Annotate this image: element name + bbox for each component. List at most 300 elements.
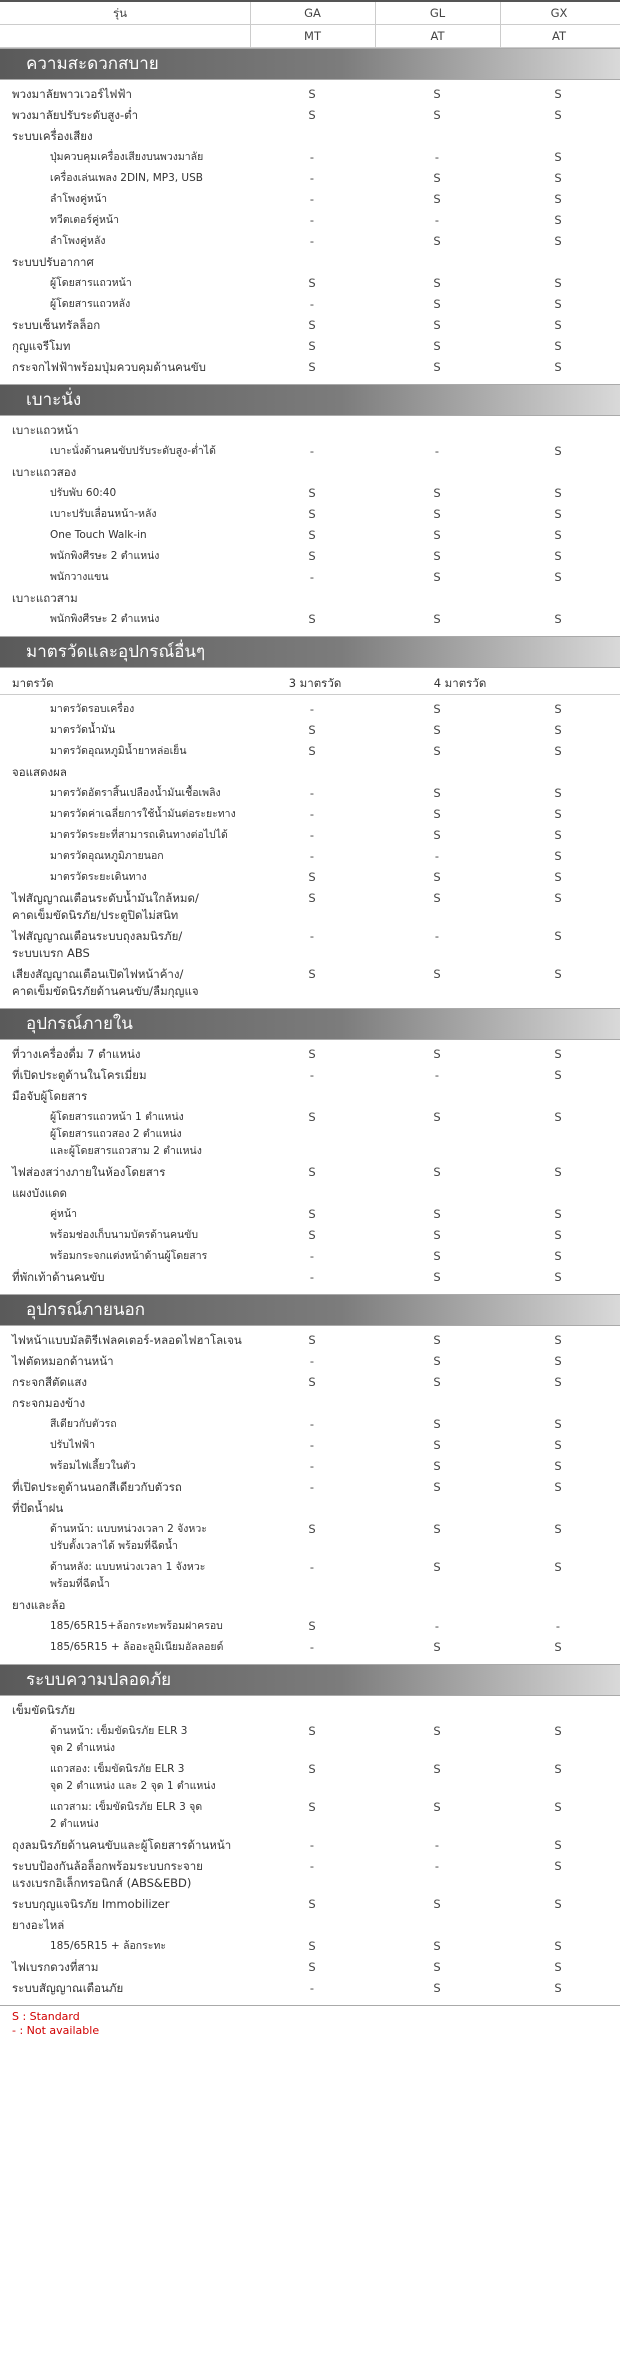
spec-row [0,1700,620,1721]
spec-value-gx: S [554,1522,562,1536]
spec-label: ผู้โดยสารแถวหลัง [50,298,131,310]
spec-value-ga: S [308,1619,316,1633]
spec-value-gx: S [554,1375,562,1389]
spec-value-gx: S [554,192,562,206]
spec-value-ga: - [309,1417,315,1431]
spec-value-gx: S [554,1228,562,1242]
spec-label: กุญแจรีโมท [12,339,71,353]
spec-label: ไฟสัญญาณเตือนระบบถุงลมนิรภัย/ ระบบเบรก ABS [12,929,183,960]
spec-value-ga: S [308,870,316,884]
spec-value-ga: - [309,444,315,458]
spec-value-gl: S [433,1228,441,1242]
spec-value-gl: S [433,87,441,101]
table-header [0,2,620,48]
section-rows [0,1040,620,1294]
spec-value-ga: - [309,1459,315,1473]
spec-value-gl: S [433,807,441,821]
spec-row [0,1351,620,1372]
spec-value-gl: S [433,318,441,332]
spec-value-ga: - [309,1249,315,1263]
spec-label: ปุ่มควบคุมเครื่องเสียงบนพวงมาลัย [50,151,204,163]
transmission-row [0,25,620,48]
spec-value-gx: S [554,318,562,332]
spec-row [0,1107,620,1162]
trans-gx: AT [552,29,566,43]
section-rows [0,1326,620,1664]
spec-value-gx: S [554,444,562,458]
spec-value-gx: S [554,1047,562,1061]
spec-label: ลำโพงคู่หลัง [50,235,106,247]
spec-label: ถุงลมนิรภัยด้านคนขับและผู้โดยสารด้านหน้า [12,1838,232,1852]
spec-value-ga: S [308,1960,316,1974]
spec-value-gx: - [555,1619,561,1633]
spec-row [0,720,620,741]
spec-value-gx: S [554,1354,562,1368]
spec-label: จอแสดงผล [12,765,67,779]
spec-value-ga: S [308,1207,316,1221]
spec-value-gx: S [554,297,562,311]
spec-value-gx: S [554,1438,562,1452]
spec-value-ga: - [309,570,315,584]
spec-label: ไฟเบรกดวงที่สาม [12,1960,99,1974]
spec-value-gx: S [554,1459,562,1473]
meter-label: มาตรวัด [12,676,54,690]
spec-value-ga: - [309,702,315,716]
spec-value-gl: S [433,1047,441,1061]
spec-value-ga: S [308,360,316,374]
spec-value-gl: S [433,1165,441,1179]
spec-label: 185/65R15 + ล้อกระทะ [50,1940,167,1952]
spec-value-ga: S [308,339,316,353]
spec-value-gl: S [433,1333,441,1347]
spec-value-ga: - [309,807,315,821]
spec-value-gl: S [433,1375,441,1389]
spec-value-ga: S [308,1047,316,1061]
spec-value-ga: S [308,486,316,500]
spec-value-gl: - [434,849,440,863]
spec-value-gx: S [554,828,562,842]
spec-value-ga: - [309,1480,315,1494]
spec-value-ga: S [308,87,316,101]
spec-value-gx: S [554,1897,562,1911]
legend [0,2010,620,2038]
spec-label: ระบบป้องกันล้อล็อกพร้อมระบบกระจาย แรงเบรกอิเล็กทรอนิกส์ (ABS&EBD) [12,1859,203,1890]
spec-value-ga: S [308,723,316,737]
spec-value-gx: S [554,1417,562,1431]
spec-value-ga: - [309,213,315,227]
spec-label: พร้อมช่องเก็บนามบัตรด้านคนขับ [50,1229,199,1241]
spec-value-gl: S [433,192,441,206]
spec-value-ga: - [309,192,315,206]
model-gx: GX [550,6,568,20]
spec-value-gx: S [554,723,562,737]
spec-value-ga: S [308,1724,316,1738]
spec-value-gx: S [554,849,562,863]
spec-value-gx: S [554,1939,562,1953]
section-rows [0,695,620,1008]
model-header-label: รุ่น [112,6,128,20]
spec-label: ลำโพงคู่หน้า [50,193,108,205]
spec-label: มือจับผู้โดยสาร [12,1089,88,1103]
meter-count-ga: 3 มาตรวัด [288,676,342,690]
model-row [0,2,620,25]
spec-label: มาตรวัดอุณหภูมิน้ำยาหล่อเย็น [50,745,187,757]
spec-row [0,168,620,189]
spec-label: กระจกมองข้าง [12,1396,86,1410]
spec-value-ga: S [308,1110,316,1124]
spec-row [0,294,620,315]
spec-label: ที่ปัดน้ำฝน [12,1501,64,1515]
spec-row [0,741,620,762]
spec-row [0,147,620,168]
spec-label: เบาะนั่งด้านคนขับปรับระดับสูง-ต่ำได้ [50,445,216,457]
spec-value-gx: S [554,807,562,821]
spec-value-ga: - [309,1438,315,1452]
spec-label: 185/65R15 + ล้ออะลูมิเนียมอัลลอยด์ [50,1641,224,1653]
spec-value-gx: S [554,213,562,227]
spec-row [0,825,620,846]
spec-label: มาตรวัดน้ำมัน [50,724,116,736]
spec-value-gl: S [433,1354,441,1368]
spec-label: เบาะแถวสาม [12,591,78,605]
spec-row [0,1183,620,1204]
spec-label: พร้อมกระจกแต่งหน้าด้านผู้โดยสาร [50,1250,208,1262]
spec-row [0,1414,620,1435]
spec-value-ga: - [309,1838,315,1852]
spec-value-gl: S [433,1270,441,1284]
spec-row [0,525,620,546]
spec-row [0,699,620,720]
spec-label: ยางและล้อ [12,1598,66,1612]
spec-value-gl: S [433,549,441,563]
spec-value-ga: - [309,849,315,863]
trans-gl: AT [430,29,445,43]
spec-value-gx: S [554,276,562,290]
spec-label: ทวีตเตอร์คู่หน้า [50,214,120,226]
spec-value-gx: S [554,870,562,884]
spec-label: ผู้โดยสารแถวหน้า [50,277,132,289]
spec-row [0,1936,620,1957]
spec-row [0,1044,620,1065]
spec-value-ga: - [309,828,315,842]
spec-row [0,846,620,867]
spec-row [0,1086,620,1107]
spec-label: ด้านหน้า: เข็มขัดนิรภัย ELR 3 จุด 2 ตำแหน่ง [50,1725,188,1754]
spec-row [0,231,620,252]
spec-value-gx: S [554,339,562,353]
spec-value-gl: - [434,444,440,458]
spec-value-ga: - [309,234,315,248]
spec-row [0,1225,620,1246]
spec-value-gl: S [433,486,441,500]
spec-value-ga: - [309,297,315,311]
spec-label: พวงมาลัยปรับระดับสูง-ต่ำ [12,108,139,122]
spec-label: เบาะแถวหน้า [12,423,79,437]
legend-not-available: - : Not available [12,2024,100,2037]
spec-row [0,84,620,105]
table-bottom-border [0,2005,620,2006]
spec-value-gl: S [433,1459,441,1473]
spec-value-gx: S [554,1068,562,1082]
spec-label: พนักพิงศีรษะ 2 ตำแหน่ง [50,613,160,625]
spec-label: ด้านหลัง: แบบหน่วงเวลา 1 จังหวะ พร้อมที่ฉีดน้ำ [50,1561,206,1590]
spec-value-ga: - [309,1981,315,1995]
section-header: ความสะดวกสบาย [0,48,620,80]
spec-label: ที่เปิดประตูด้านในโครเมี่ยม [12,1068,147,1082]
spec-row [0,1456,620,1477]
spec-value-gl: S [433,1207,441,1221]
spec-value-ga: S [308,276,316,290]
spec-value-ga: S [308,318,316,332]
model-ga: GA [304,6,321,20]
spec-value-gl: S [433,1897,441,1911]
spec-label: ไฟตัดหมอกด้านหน้า [12,1354,114,1368]
spec-value-gl: - [434,929,440,943]
spec-value-gl: S [433,1939,441,1953]
spec-row [0,867,620,888]
spec-label: 185/65R15+ล้อกระทะพร้อมฝาครอบ [50,1620,223,1632]
spec-row [0,1721,620,1759]
spec-value-gl: S [433,1438,441,1452]
spec-row [0,420,620,441]
section-rows [0,80,620,384]
spec-label: ปรับไฟฟ้า [50,1439,96,1451]
spec-value-gl: S [433,828,441,842]
spec-label: มาตรวัดระยะเดินทาง [50,871,147,883]
spec-value-gx: S [554,786,562,800]
spec-value-gx: S [554,702,562,716]
spec-value-ga: S [308,528,316,542]
spec-value-gx: S [554,891,562,905]
spec-value-gl: S [433,786,441,800]
spec-value-gx: S [554,1207,562,1221]
spec-label: เบาะแถวสอง [12,465,77,479]
spec-row [0,504,620,525]
spec-value-gl: - [434,150,440,164]
spec-value-gx: S [554,1560,562,1574]
spec-value-gx: S [554,549,562,563]
spec-label: เครื่องเล่นเพลง 2DIN, MP3, USB [50,172,203,184]
spec-value-ga: S [308,549,316,563]
meter-count-row [0,672,620,695]
spec-row [0,609,620,630]
spec-value-gl: S [433,870,441,884]
spec-value-gl: S [433,723,441,737]
spec-row [0,588,620,609]
spec-value-ga: S [308,967,316,981]
spec-row [0,888,620,926]
spec-value-ga: S [308,1165,316,1179]
spec-value-gl: S [433,1480,441,1494]
spec-value-ga: - [309,1640,315,1654]
spec-value-gx: S [554,967,562,981]
spec-row [0,1372,620,1393]
spec-row [0,273,620,294]
spec-label: พนักพิงศีรษะ 2 ตำแหน่ง [50,550,160,562]
spec-value-gl: S [433,1762,441,1776]
spec-label: แถวสอง: เข็มขัดนิรภัย ELR 3 จุด 2 ตำแหน่ง และ 2 จุด 1 ตำแหน่ง [50,1763,216,1792]
spec-value-gl: S [433,967,441,981]
spec-row [0,762,620,783]
spec-value-ga: - [309,1560,315,1574]
spec-value-gx: S [554,234,562,248]
spec-value-gx: S [554,486,562,500]
spec-row [0,1637,620,1658]
spec-label: พร้อมไฟเลี้ยวในตัว [50,1460,136,1472]
spec-row [0,1616,620,1637]
spec-row [0,357,620,378]
spec-value-gx: S [554,528,562,542]
spec-value-gx: S [554,1640,562,1654]
spec-label: ที่วางเครื่องดื่ม 7 ตำแหน่ง [12,1047,141,1061]
spec-row [0,105,620,126]
spec-row [0,1477,620,1498]
spec-value-gl: S [433,171,441,185]
spec-label: มาตรวัดอุณหภูมิภายนอก [50,850,164,862]
spec-row [0,1498,620,1519]
spec-row [0,441,620,462]
spec-label: พวงมาลัยพาวเวอร์ไฟฟ้า [12,87,132,101]
spec-row [0,315,620,336]
spec-value-gx: S [554,108,562,122]
spec-label: มาตรวัดอัตราสิ้นเปลืองน้ำมันเชื้อเพลิง [50,787,221,799]
spec-value-gx: S [554,1724,562,1738]
spec-value-gx: S [554,929,562,943]
spec-value-gx: S [554,87,562,101]
spec-value-ga: S [308,1333,316,1347]
spec-label: กระจกไฟฟ้าพร้อมปุ่มควบคุมด้านคนขับ [12,360,206,374]
spec-value-gl: S [433,1560,441,1574]
spec-value-gx: S [554,1249,562,1263]
spec-value-gl: S [433,108,441,122]
spec-label: ที่พักเท้าด้านคนขับ [12,1270,105,1284]
spec-label: ผู้โดยสารแถวหน้า 1 ตำแหน่ง ผู้โดยสารแถวสอง 2 ตำแหน่ง และผู้โดยสารแถวสาม 2 ตำแหน่ง [50,1111,202,1157]
spec-label: ที่เปิดประตูด้านนอกสีเดียวกับตัวรถ [12,1480,182,1494]
spec-value-gl: S [433,702,441,716]
spec-row [0,1204,620,1225]
spec-row [0,189,620,210]
spec-row [0,1595,620,1616]
spec-value-gx: S [554,744,562,758]
spec-row [0,1065,620,1086]
spec-value-gl: S [433,360,441,374]
spec-value-gx: S [554,1333,562,1347]
spec-row [0,483,620,504]
spec-value-gx: S [554,1270,562,1284]
spec-label: มาตรวัดค่าเฉลี่ยการใช้น้ำมันต่อระยะทาง [50,808,236,820]
spec-row [0,1978,620,1999]
spec-row [0,964,620,1002]
spec-value-ga: S [308,1762,316,1776]
spec-value-gx: S [554,612,562,626]
spec-row [0,1393,620,1414]
spec-value-gl: - [434,213,440,227]
model-gl: GL [429,6,446,20]
spec-row [0,1894,620,1915]
spec-value-gx: S [554,150,562,164]
spec-row [0,1957,620,1978]
spec-row [0,126,620,147]
spec-value-ga: S [308,1375,316,1389]
spec-value-gx: S [554,1110,562,1124]
spec-label: เสียงสัญญาณเตือนเปิดไฟหน้าค้าง/ คาดเข็มขัดนิรภัยด้านคนขับ/ลืมกุญแจ [12,967,199,998]
spec-value-gl: S [433,276,441,290]
spec-value-gl: S [433,297,441,311]
spec-value-gx: S [554,171,562,185]
spec-value-gl: S [433,1417,441,1431]
spec-value-gx: S [554,360,562,374]
spec-row [0,462,620,483]
meter-count-gl-gx: 4 มาตรวัด [433,676,487,690]
spec-label: ยางอะไหล่ [12,1918,65,1932]
spec-value-gl: S [433,528,441,542]
spec-value-ga: - [309,171,315,185]
spec-label: แผงบังแดด [12,1186,68,1200]
spec-label: ระบบกุญแจนิรภัย Immobilizer [12,1897,170,1911]
spec-value-gl: - [434,1068,440,1082]
section-rows [0,416,620,636]
spec-row [0,783,620,804]
spec-value-gl: S [433,1249,441,1263]
spec-value-ga: - [309,1354,315,1368]
spec-row [0,1856,620,1894]
spec-value-gl: S [433,339,441,353]
spec-row [0,1330,620,1351]
spec-sections [0,48,620,2005]
spec-value-gl: S [433,1724,441,1738]
spec-value-ga: S [308,1522,316,1536]
section-header: ระบบความปลอดภัย [0,1664,620,1696]
spec-value-gl: S [433,1800,441,1814]
spec-value-gx: S [554,1859,562,1873]
spec-label: คู่หน้า [50,1208,78,1220]
trans-ga: MT [304,29,321,43]
spec-value-gl: S [433,1110,441,1124]
spec-value-gl: S [433,1522,441,1536]
spec-value-gx: S [554,1165,562,1179]
section-header: เบาะนั่ง [0,384,620,416]
spec-value-gx: S [554,1480,562,1494]
spec-value-gx: S [554,1960,562,1974]
spec-label: ระบบปรับอากาศ [12,255,94,269]
spec-value-gl: S [433,570,441,584]
section-header: อุปกรณ์ภายใน [0,1008,620,1040]
spec-label: เข็มขัดนิรภัย [12,1703,76,1717]
spec-row [0,1162,620,1183]
spec-row [0,567,620,588]
section-header: อุปกรณ์ภายนอก [0,1294,620,1326]
spec-label: ระบบเซ็นทรัลล็อก [12,318,101,332]
spec-row [0,804,620,825]
spec-value-ga: - [309,150,315,164]
spec-value-gl: S [433,234,441,248]
spec-row [0,1557,620,1595]
spec-value-ga: - [309,1068,315,1082]
spec-label: ไฟหน้าแบบมัลติรีเฟลคเตอร์-หลอดไฟฮาโลเจน [12,1333,242,1347]
spec-value-gl: S [433,744,441,758]
spec-label: มาตรวัดระยะที่สามารถเดินทางต่อไปได้ [50,829,228,841]
spec-value-ga: S [308,1897,316,1911]
spec-value-ga: - [309,1859,315,1873]
spec-value-ga: S [308,507,316,521]
spec-value-gl: - [434,1838,440,1852]
legend-standard: S : Standard [12,2010,80,2023]
spec-row [0,210,620,231]
spec-value-gl: S [433,891,441,905]
spec-row [0,252,620,273]
spec-value-ga: S [308,108,316,122]
spec-row [0,336,620,357]
